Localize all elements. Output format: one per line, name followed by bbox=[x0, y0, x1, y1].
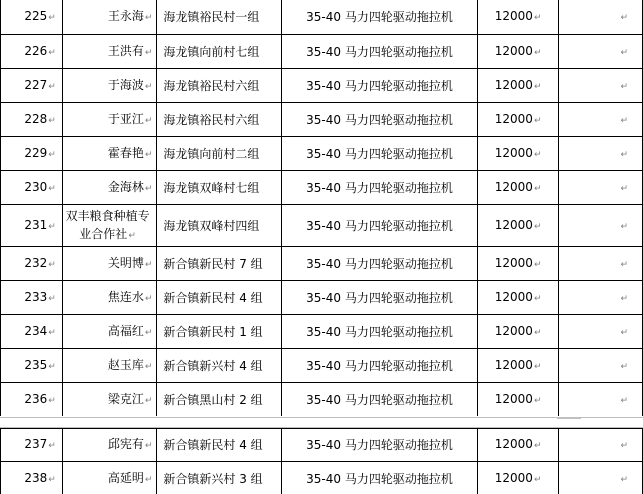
paragraph-return-icon: ↵ bbox=[533, 13, 542, 23]
row-number-cell bbox=[1, 462, 63, 494]
subsidy-amount-cell-text: 12000 bbox=[494, 289, 533, 304]
machine-model-cell bbox=[282, 0, 478, 35]
address-cell bbox=[157, 315, 282, 349]
row-number-cell-text: 226 bbox=[24, 43, 48, 58]
machine-model-cell bbox=[282, 281, 478, 315]
machine-model-cell-text: 35-40 马力四轮驱动拖拉机 bbox=[306, 44, 453, 59]
row-number-cell-text: 231 bbox=[24, 217, 48, 232]
row-number-cell-text: 233 bbox=[24, 289, 48, 304]
address-cell bbox=[157, 137, 282, 171]
table-row bbox=[1, 0, 643, 35]
paragraph-return-icon: ↵ bbox=[620, 13, 628, 23]
address-cell-text: 海龙镇裕民村一组 bbox=[163, 10, 260, 24]
paragraph-return-icon: ↵ bbox=[620, 441, 628, 451]
paragraph-return-icon: ↵ bbox=[533, 183, 542, 194]
applicant-name-cell-text: 于亚江 bbox=[107, 111, 144, 126]
address-cell bbox=[157, 383, 282, 417]
page-break-stub bbox=[557, 418, 581, 428]
address-cell bbox=[157, 349, 282, 383]
paragraph-return-icon: ↵ bbox=[144, 395, 153, 406]
paragraph-return-icon: ↵ bbox=[144, 81, 153, 92]
remarks-cell bbox=[559, 281, 643, 315]
paragraph-return-icon: ↵ bbox=[533, 361, 542, 372]
table-row bbox=[1, 247, 643, 281]
table-row bbox=[1, 171, 643, 205]
paragraph-return-icon: ↵ bbox=[144, 115, 153, 126]
table-row bbox=[1, 429, 643, 462]
row-number-cell-text: 236 bbox=[24, 391, 48, 406]
paragraph-return-icon: ↵ bbox=[48, 81, 56, 92]
row-number-cell bbox=[1, 137, 63, 171]
row-number-cell bbox=[1, 281, 63, 315]
row-number-cell-text: 237 bbox=[24, 437, 48, 451]
row-number-cell-text: 227 bbox=[24, 77, 48, 92]
address-cell bbox=[157, 103, 282, 137]
subsidy-amount-cell-text: 12000 bbox=[494, 9, 533, 23]
paragraph-return-icon: ↵ bbox=[144, 47, 153, 58]
address-cell-text: 新合镇新兴村 3 组 bbox=[163, 471, 263, 486]
paragraph-return-icon: ↵ bbox=[533, 221, 542, 232]
remarks-cell bbox=[559, 205, 643, 247]
table-row bbox=[1, 349, 643, 383]
paragraph-return-icon: ↵ bbox=[144, 13, 153, 23]
subsidy-amount-cell bbox=[477, 429, 559, 462]
address-cell bbox=[157, 171, 282, 205]
remarks-cell bbox=[559, 103, 643, 137]
subsidy-amount-cell-text: 12000 bbox=[494, 179, 533, 194]
row-number-cell-text: 232 bbox=[24, 255, 48, 270]
subsidy-amount-cell bbox=[477, 69, 559, 103]
machine-model-cell bbox=[282, 137, 478, 171]
address-cell-text: 海龙镇双峰村七组 bbox=[163, 180, 260, 195]
address-cell bbox=[157, 69, 282, 103]
paragraph-return-icon: ↵ bbox=[620, 183, 628, 194]
table-row bbox=[1, 315, 643, 349]
applicant-name-cell bbox=[62, 35, 157, 69]
machine-model-cell bbox=[282, 247, 478, 281]
row-number-cell bbox=[1, 429, 63, 462]
machine-model-cell bbox=[282, 383, 478, 417]
paragraph-return-icon: ↵ bbox=[48, 149, 56, 160]
applicant-name-cell-text: 邱宪有 bbox=[107, 437, 144, 451]
row-number-cell bbox=[1, 69, 63, 103]
address-cell-text: 新合镇新民村 4 组 bbox=[163, 438, 263, 452]
subsidy-amount-cell bbox=[477, 462, 559, 494]
paragraph-return-icon: ↵ bbox=[533, 395, 542, 406]
subsidy-amount-cell bbox=[477, 247, 559, 281]
applicant-name-cell bbox=[62, 0, 157, 35]
subsidy-amount-cell bbox=[477, 281, 559, 315]
applicant-name-cell bbox=[62, 349, 157, 383]
applicant-name-cell-text: 高福红 bbox=[107, 323, 144, 338]
paragraph-return-icon: ↵ bbox=[48, 293, 56, 304]
address-cell-text: 海龙镇向前村二组 bbox=[163, 146, 260, 161]
remarks-cell bbox=[559, 429, 643, 462]
row-number-cell-text: 225 bbox=[24, 9, 48, 23]
row-number-cell-text: 234 bbox=[24, 323, 48, 338]
paragraph-return-icon: ↵ bbox=[48, 259, 56, 270]
subsidy-amount-cell bbox=[477, 383, 559, 417]
paragraph-return-icon: ↵ bbox=[620, 115, 628, 126]
paragraph-return-icon: ↵ bbox=[533, 81, 542, 92]
applicant-name-cell-text: 赵玉库 bbox=[107, 357, 144, 372]
applicant-name-cell-text: 双丰粮食种植专业合作社 bbox=[65, 208, 150, 241]
row-number-cell-text: 235 bbox=[24, 357, 48, 372]
machine-model-cell-text: 35-40 马力四轮驱动拖拉机 bbox=[306, 471, 453, 486]
applicant-name-cell bbox=[62, 247, 157, 281]
remarks-cell bbox=[559, 35, 643, 69]
paragraph-return-icon: ↵ bbox=[48, 13, 56, 23]
applicant-name-cell bbox=[62, 315, 157, 349]
paragraph-return-icon: ↵ bbox=[144, 361, 153, 372]
applicant-name-cell-text: 梁克江 bbox=[107, 391, 144, 406]
paragraph-return-icon: ↵ bbox=[48, 441, 56, 451]
row-number-cell bbox=[1, 35, 63, 69]
subsidy-amount-cell bbox=[477, 137, 559, 171]
applicant-name-cell-text: 王洪有 bbox=[107, 43, 144, 58]
address-cell bbox=[157, 35, 282, 69]
paragraph-return-icon: ↵ bbox=[144, 327, 153, 338]
subsidy-amount-cell bbox=[477, 171, 559, 205]
applicant-name-cell bbox=[62, 383, 157, 417]
machine-model-cell-text: 35-40 马力四轮驱动拖拉机 bbox=[306, 78, 453, 93]
row-number-cell bbox=[1, 103, 63, 137]
paragraph-return-icon: ↵ bbox=[48, 115, 56, 126]
applicant-name-cell bbox=[62, 462, 157, 494]
table-row bbox=[1, 383, 643, 417]
address-cell-text: 新合镇新兴村 4 组 bbox=[163, 358, 263, 373]
machine-model-cell bbox=[282, 103, 478, 137]
applicant-name-cell-text: 金海林 bbox=[107, 179, 144, 194]
applicant-name-cell bbox=[62, 429, 157, 462]
paragraph-return-icon: ↵ bbox=[620, 293, 628, 304]
table-row bbox=[1, 103, 643, 137]
paragraph-return-icon: ↵ bbox=[144, 259, 153, 270]
machine-model-cell bbox=[282, 35, 478, 69]
paragraph-return-icon: ↵ bbox=[48, 183, 56, 194]
applicant-name-cell-text: 霍春艳 bbox=[107, 145, 144, 160]
subsidy-amount-cell-text: 12000 bbox=[494, 323, 533, 338]
paragraph-return-icon: ↵ bbox=[620, 395, 628, 406]
remarks-cell bbox=[559, 462, 643, 494]
applicant-name-cell-text: 王永海 bbox=[107, 9, 144, 23]
paragraph-return-icon: ↵ bbox=[533, 259, 542, 270]
machine-model-cell-text: 35-40 马力四轮驱动拖拉机 bbox=[306, 256, 453, 271]
machine-model-cell-text: 35-40 马力四轮驱动拖拉机 bbox=[306, 112, 453, 127]
table-row bbox=[1, 137, 643, 171]
row-number-cell bbox=[1, 0, 63, 35]
machine-model-cell-text: 35-40 马力四轮驱动拖拉机 bbox=[306, 218, 453, 233]
address-cell-text: 新合镇新民村 4 组 bbox=[163, 290, 263, 305]
remarks-cell bbox=[559, 247, 643, 281]
remarks-cell bbox=[559, 137, 643, 171]
address-cell-text: 海龙镇裕民村六组 bbox=[163, 112, 260, 127]
row-number-cell bbox=[1, 315, 63, 349]
remarks-cell bbox=[559, 315, 643, 349]
paragraph-return-icon: ↵ bbox=[620, 47, 628, 58]
row-number-cell bbox=[1, 383, 63, 417]
paragraph-return-icon: ↵ bbox=[48, 474, 56, 485]
subsidy-amount-cell bbox=[477, 0, 559, 35]
table-row bbox=[1, 69, 643, 103]
address-cell bbox=[157, 205, 282, 247]
machine-model-cell-text: 35-40 马力四轮驱动拖拉机 bbox=[306, 324, 453, 339]
applicant-name-cell-text: 焦连水 bbox=[107, 289, 144, 304]
remarks-cell bbox=[559, 0, 643, 35]
remarks-cell bbox=[559, 383, 643, 417]
applicant-name-cell bbox=[62, 281, 157, 315]
paragraph-return-icon: ↵ bbox=[533, 149, 542, 160]
paragraph-return-icon: ↵ bbox=[620, 149, 628, 160]
paragraph-return-icon: ↵ bbox=[533, 293, 542, 304]
applicant-name-cell bbox=[62, 137, 157, 171]
applicant-name-cell bbox=[62, 171, 157, 205]
subsidy-amount-cell bbox=[477, 349, 559, 383]
subsidy-amount-cell-text: 12000 bbox=[494, 217, 533, 232]
applicant-name-cell bbox=[62, 69, 157, 103]
row-number-cell bbox=[1, 171, 63, 205]
paragraph-return-icon: ↵ bbox=[144, 149, 153, 160]
paragraph-return-icon: ↵ bbox=[620, 327, 628, 338]
paragraph-return-icon: ↵ bbox=[48, 47, 56, 58]
subsidy-amount-cell bbox=[477, 103, 559, 137]
row-number-cell bbox=[1, 205, 63, 247]
subsidy-amount-cell bbox=[477, 35, 559, 69]
table-row bbox=[1, 462, 643, 494]
paragraph-return-icon: ↵ bbox=[533, 327, 542, 338]
subsidy-amount-cell-text: 12000 bbox=[494, 391, 533, 406]
subsidy-amount-cell bbox=[477, 315, 559, 349]
remarks-cell bbox=[559, 69, 643, 103]
paragraph-return-icon: ↵ bbox=[533, 47, 542, 58]
address-cell bbox=[157, 281, 282, 315]
machine-model-cell bbox=[282, 349, 478, 383]
row-number-cell-text: 228 bbox=[24, 111, 48, 126]
paragraph-return-icon: ↵ bbox=[48, 327, 56, 338]
paragraph-return-icon: ↵ bbox=[533, 115, 542, 126]
subsidy-amount-cell-text: 12000 bbox=[494, 77, 533, 92]
paragraph-return-icon: ↵ bbox=[620, 474, 628, 485]
remarks-cell bbox=[559, 171, 643, 205]
subsidy-amount-cell-text: 12000 bbox=[494, 145, 533, 160]
address-cell-text: 新合镇新民村 7 组 bbox=[163, 256, 263, 271]
paragraph-return-icon: ↵ bbox=[620, 259, 628, 270]
table-row bbox=[1, 205, 643, 247]
machine-model-cell bbox=[282, 315, 478, 349]
address-cell-text: 海龙镇双峰村四组 bbox=[163, 218, 260, 233]
applicant-name-cell-text: 于海波 bbox=[107, 77, 144, 92]
subsidy-amount-cell-text: 12000 bbox=[494, 470, 533, 485]
machine-model-cell bbox=[282, 205, 478, 247]
table-row bbox=[1, 281, 643, 315]
subsidy-amount-cell-text: 12000 bbox=[494, 437, 533, 451]
machine-model-cell bbox=[282, 69, 478, 103]
paragraph-return-icon: ↵ bbox=[533, 441, 542, 451]
applicant-name-cell bbox=[62, 205, 157, 247]
machine-model-cell-text: 35-40 马力四轮驱动拖拉机 bbox=[306, 392, 453, 407]
row-number-cell bbox=[1, 247, 63, 281]
address-cell bbox=[157, 0, 282, 35]
machine-model-cell bbox=[282, 171, 478, 205]
machine-model-cell-text: 35-40 马力四轮驱动拖拉机 bbox=[306, 180, 453, 195]
remarks-cell bbox=[559, 349, 643, 383]
address-cell-text: 新合镇新民村 1 组 bbox=[163, 324, 263, 339]
machine-model-cell bbox=[282, 462, 478, 494]
machine-model-cell-text: 35-40 马力四轮驱动拖拉机 bbox=[306, 358, 453, 373]
paragraph-return-icon: ↵ bbox=[48, 221, 56, 232]
machine-model-cell-text: 35-40 马力四轮驱动拖拉机 bbox=[306, 146, 453, 161]
subsidy-amount-cell bbox=[477, 205, 559, 247]
table-row bbox=[1, 35, 643, 69]
address-cell-text: 新合镇黑山村 2 组 bbox=[163, 392, 263, 407]
subsidy-amount-cell-text: 12000 bbox=[494, 357, 533, 372]
paragraph-return-icon: ↵ bbox=[144, 293, 153, 304]
address-cell bbox=[157, 429, 282, 462]
page-break-line-top bbox=[0, 417, 643, 418]
paragraph-return-icon: ↵ bbox=[620, 81, 628, 92]
paragraph-return-icon: ↵ bbox=[144, 474, 153, 485]
applicant-name-cell bbox=[62, 103, 157, 137]
address-cell-text: 海龙镇向前村七组 bbox=[163, 44, 260, 59]
subsidy-table-bottom bbox=[0, 428, 643, 494]
paragraph-return-icon: ↵ bbox=[620, 221, 628, 232]
applicant-name-cell-text: 关明博 bbox=[107, 255, 144, 270]
paragraph-return-icon: ↵ bbox=[620, 361, 628, 372]
machine-model-cell bbox=[282, 429, 478, 462]
applicant-name-cell-text: 高延明 bbox=[107, 470, 144, 485]
paragraph-return-icon: ↵ bbox=[128, 230, 136, 241]
address-cell bbox=[157, 247, 282, 281]
machine-model-cell-text: 35-40 马力四轮驱动拖拉机 bbox=[306, 438, 453, 452]
address-cell-text: 海龙镇裕民村六组 bbox=[163, 78, 260, 93]
machine-model-cell-text: 35-40 马力四轮驱动拖拉机 bbox=[306, 10, 453, 24]
row-number-cell-text: 229 bbox=[24, 145, 48, 160]
subsidy-amount-cell-text: 12000 bbox=[494, 43, 533, 58]
row-number-cell-text: 230 bbox=[24, 179, 48, 194]
paragraph-return-icon: ↵ bbox=[144, 183, 153, 194]
paragraph-return-icon: ↵ bbox=[48, 361, 56, 372]
subsidy-amount-cell-text: 12000 bbox=[494, 111, 533, 126]
machine-model-cell-text: 35-40 马力四轮驱动拖拉机 bbox=[306, 290, 453, 305]
paragraph-return-icon: ↵ bbox=[533, 474, 542, 485]
row-number-cell-text: 238 bbox=[24, 470, 48, 485]
row-number-cell bbox=[1, 349, 63, 383]
subsidy-amount-cell-text: 12000 bbox=[494, 255, 533, 270]
paragraph-return-icon: ↵ bbox=[144, 441, 153, 451]
paragraph-return-icon: ↵ bbox=[48, 395, 56, 406]
address-cell bbox=[157, 462, 282, 494]
